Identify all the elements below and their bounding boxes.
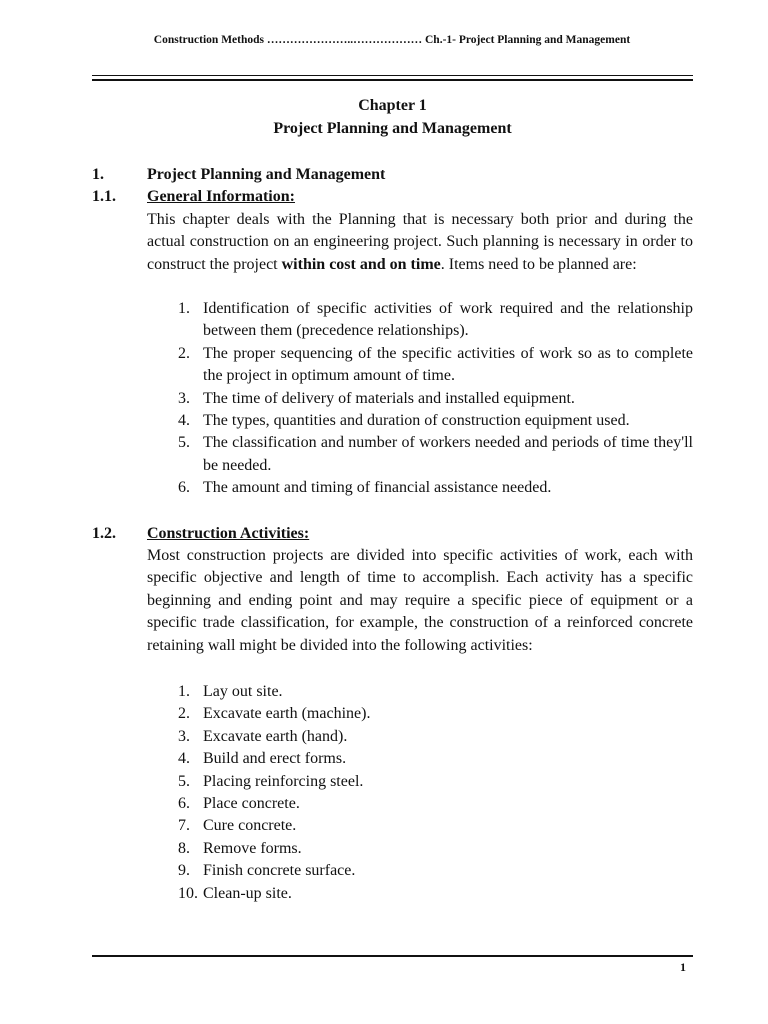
list-item-number: 8.: [178, 839, 190, 857]
list-item-text: The proper sequencing of the specific activities of work so as to complete the project in optimum amount of time.: [203, 344, 693, 385]
list-item: [178, 748, 693, 770]
section-1-1-paragraph: [147, 209, 693, 276]
section-1-1-title: General Information:: [147, 188, 295, 205]
list-item-text: Cure concrete.: [203, 817, 297, 835]
para-text-start: This chapter deals with the Planning that is necessary both prior and during the actual construction on an engineering project. Such planning is necessary in order to construct the project: [147, 211, 693, 273]
list-item-number: 5.: [178, 434, 190, 452]
list-item: [178, 681, 693, 703]
header-rule-thin: [92, 75, 693, 76]
section-1-2-paragraph: Most construction projects are divided into specific activities of work, each with specific objective and length of time to accomplish. Each activity has a specific beginning and ending point and may require a specific piece of equipment or a specific trade classification, for example, the construction of a reinforced concrete retaining wall might be divided into the following activities:: [147, 547, 693, 654]
list-item-number: 5.: [178, 772, 190, 790]
section-1-1-number: 1.1.: [92, 188, 116, 205]
list-item: [178, 838, 693, 860]
list-item: [178, 388, 693, 410]
footer-rule: [92, 955, 693, 957]
list-item-text: Excavate earth (hand).: [203, 727, 348, 745]
list-item: [178, 343, 693, 388]
list-item-number: 1.: [178, 300, 190, 317]
list-item-number: 7.: [178, 817, 190, 835]
list-item: [178, 883, 693, 905]
list-item: [178, 726, 693, 748]
list-item-text: Excavate earth (machine).: [203, 705, 371, 723]
list-item-text: Place concrete.: [203, 795, 300, 813]
list-item-number: 2.: [178, 344, 190, 362]
section-1-number: 1.: [92, 166, 104, 183]
list-item-number: 10.: [178, 884, 198, 902]
list-item-number: 3.: [178, 727, 190, 745]
activities-list: [178, 681, 693, 905]
list-item: [178, 793, 693, 815]
planning-items-list: [178, 298, 693, 500]
section-1-2-number: 1.2.: [92, 525, 116, 542]
list-item-text: The types, quantities and duration of construction equipment used.: [203, 412, 630, 430]
list-item: [178, 432, 693, 477]
section-1-title: Project Planning and Management: [147, 166, 386, 183]
list-item-text: The time of delivery of materials and installed equipment.: [203, 389, 575, 407]
section-1-2-title: Construction Activities:: [147, 525, 310, 542]
list-item: [178, 771, 693, 793]
running-header: Construction Methods …………………..……………… Ch.-1- Project Planning and Management: [153, 34, 631, 46]
list-item-text: Placing reinforcing steel.: [203, 772, 364, 790]
list-item-text: Clean-up site.: [203, 884, 292, 902]
list-item-number: 1.: [178, 683, 190, 700]
list-item-text: The classification and number of workers needed and periods of time they'll be needed.: [203, 434, 693, 474]
list-item-number: 6.: [178, 795, 190, 813]
list-item-text: Finish concrete surface.: [203, 862, 356, 880]
chapter-label: Chapter 1: [358, 97, 427, 114]
list-item-text: The amount and timing of financial assistance needed.: [203, 479, 552, 497]
list-item-number: 4.: [178, 750, 190, 768]
chapter-title: Project Planning and Management: [273, 120, 512, 137]
para-text-bold: within cost and on time: [281, 255, 441, 273]
list-item-number: 6.: [178, 479, 190, 497]
list-item-number: 3.: [178, 389, 190, 407]
list-item: [178, 477, 693, 499]
list-item: [178, 815, 693, 837]
list-item-number: 4.: [178, 412, 190, 430]
list-item-text: Identification of specific activities of work required and the relationship between them (precedence relationships).: [203, 300, 693, 340]
list-item: [178, 860, 693, 882]
list-item-number: 2.: [178, 705, 190, 723]
list-item-text: Build and erect forms.: [203, 750, 347, 768]
list-item-number: 9.: [178, 862, 190, 880]
para-text-end: . Items need to be planned are:: [440, 255, 637, 273]
list-item: [178, 410, 693, 432]
list-item-text: Lay out site.: [203, 683, 283, 700]
list-item: [178, 298, 693, 343]
list-item: [178, 703, 693, 725]
page-number: 1: [680, 960, 686, 974]
list-item-text: Remove forms.: [203, 839, 302, 857]
header-rule-thick: [92, 79, 693, 81]
